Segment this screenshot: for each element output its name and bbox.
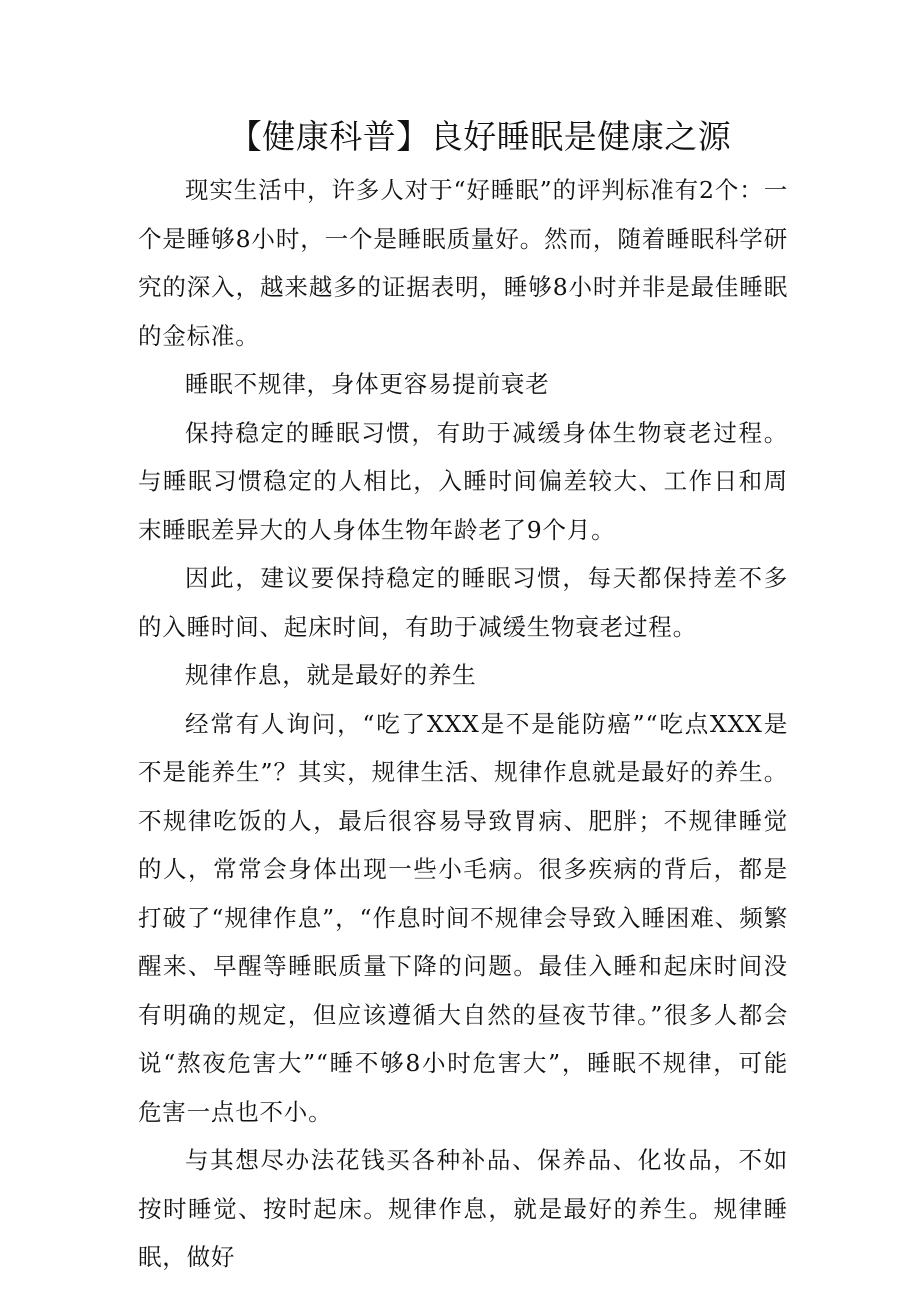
paragraph-stable-habits: 保持稳定的睡眠习惯，有助于减缓身体生物衰老过程。与睡眠习惯稳定的人相比，入睡时间偏差较大、工作日和周末睡眠差异大的人身体生物年龄老了9个月。 (138, 418, 788, 544)
section-heading-irregular-sleep: 睡眠不规律，身体更容易提前衰老 (185, 370, 550, 398)
paragraph-recommendation: 因此，建议要保持稳定的睡眠习惯，每天都保持差不多的入睡时间、起床时间，有助于减缓生物衰老过程。 (138, 564, 788, 641)
section-heading-regular-routine: 规律作息，就是最好的养生 (185, 661, 477, 689)
document-body (138, 166, 788, 1282)
document-title: 【健康科普】良好睡眠是健康之源 (228, 117, 732, 156)
paragraph-regular-routine: 经常有人询问，“吃了XXX是不是能防癌”“吃点XXX是不是能养生”？其实，规律生活、规律作息就是最好的养生。不规律吃饭的人，最后很容易导致胃病、肥胖；不规律睡觉的人，常常会身体出现一些小毛病。很多疾病的背后，都是打破了“规律作息”，“作息时间不规律会导致入睡困难、频繁醒来、早醒等睡眠质量下降的问题。最佳入睡和起床时间没有明确的规定，但应该遵循大自然的昼夜节律。”很多人都会说“熬夜危害大”“睡不够8小时危害大”，睡眠不规律，可能危害一点也不小。 (138, 709, 788, 1126)
paragraph-intro: 现实生活中，许多人对于“好睡眠”的评判标准有2个：一个是睡够8小时，一个是睡眠质量好。然而，随着睡眠科学研究的深入，越来越多的证据表明，睡够8小时并非是最佳睡眠的金标准。 (138, 176, 788, 350)
paragraph-conclusion: 与其想尽办法花钱买各种补品、保养品、化妆品，不如按时睡觉、按时起床。规律作息，就是最好的养生。规律睡眠，做好 (138, 1146, 788, 1271)
